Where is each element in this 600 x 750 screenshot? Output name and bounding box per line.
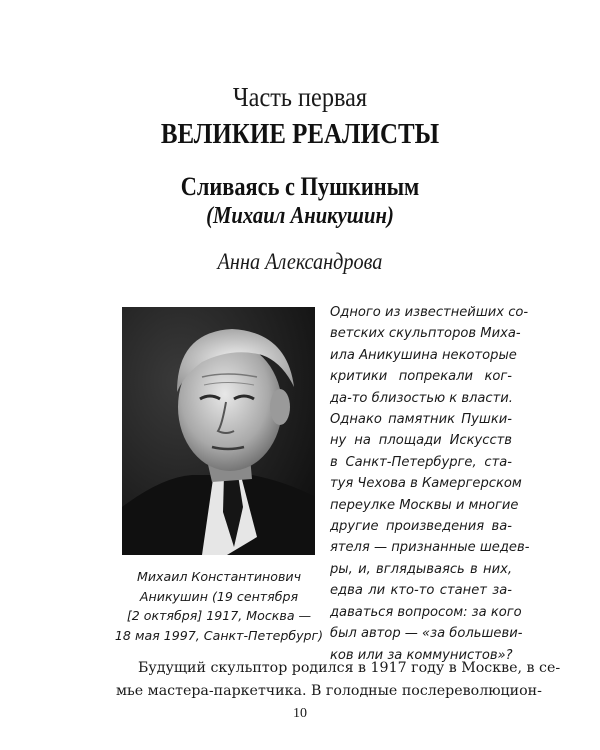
photo-caption (108, 567, 330, 645)
intro-line: ила Аникушина некоторые (330, 347, 517, 363)
caption-line: [2 октября] 1917, Москва — (126, 608, 312, 623)
intro-line: ну на площади Искусств (330, 433, 512, 449)
intro-line: критики попрекали ког- (330, 369, 512, 385)
body-line: мье мастера-паркетчика. В голодные послереволюцион- (116, 683, 542, 699)
part-label: Часть первая (232, 82, 368, 112)
intro-paragraph (330, 302, 530, 666)
caption-line: 18 мая 1997, Санкт-Петербург) (114, 627, 324, 643)
intro-line: ков или за коммунистов»? (330, 647, 513, 663)
intro-line: туя Чехова в Камергерском (330, 476, 522, 492)
intro-line: даваться вопросом: за кого (330, 604, 522, 620)
intro-line: переулке Москвы и многие (330, 497, 519, 513)
intro-line: Одного из известнейших со- (330, 305, 529, 320)
body-paragraph (116, 657, 561, 703)
caption-line: Михаил Константинович (136, 569, 302, 584)
chapter-subtitle: (Михаил Аникушин) (206, 203, 394, 229)
portrait-photo (122, 307, 315, 555)
intro-line: был автор — «за большеви- (330, 626, 523, 642)
body-line: Будущий скульптор родился в 1917 году в Москве, в се- (138, 660, 561, 676)
author-name: Анна Александрова (217, 249, 383, 274)
intro-line: да-то близостью к власти. (330, 390, 513, 406)
intro-line: ятеля — признанные шедев- (330, 540, 530, 556)
chapter-title: Сливаясь с Пушкиным (180, 172, 420, 201)
intro-line: едва ли кто-то станет за- (330, 583, 512, 599)
intro-line: другие произведения ва- (330, 519, 512, 535)
intro-line: ры, и, вглядываясь в них, (330, 561, 512, 577)
intro-line: ветских скульпторов Миха- (330, 326, 521, 342)
page-number: 10 (293, 706, 307, 721)
caption-line: Аникушин (19 сентября (139, 588, 299, 604)
portrait-illustration (122, 307, 315, 555)
part-title: ВЕЛИКИЕ РЕАЛИСТЫ (160, 118, 440, 150)
intro-line: в Санкт-Петербурге, ста- (330, 454, 512, 470)
intro-line: Однако памятник Пушки- (330, 412, 512, 428)
